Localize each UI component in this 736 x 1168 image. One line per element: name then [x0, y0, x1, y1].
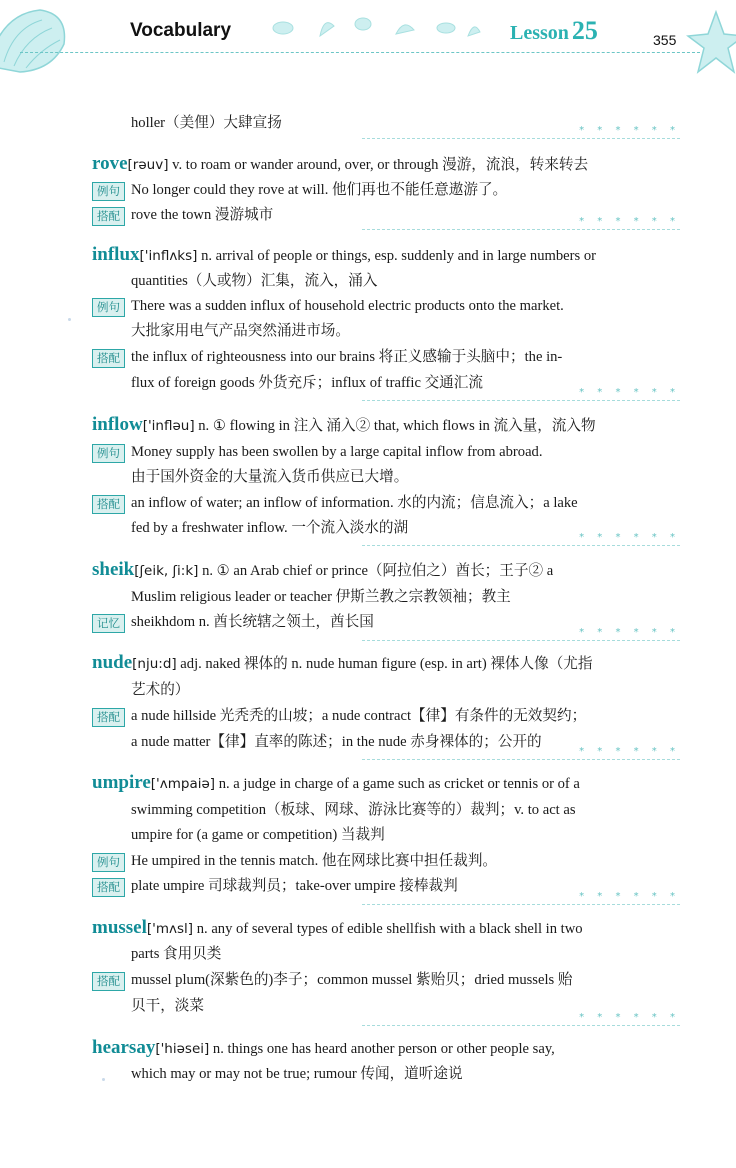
definition-text: n. ① flowing in 注入 涌入② that, which flows in 流入量，流入物 [194, 418, 596, 434]
headword-line [92, 653, 593, 674]
pronunciation: [rəuv] [127, 157, 169, 173]
example-line: There was a sudden influx of household electric products onto the market. [131, 298, 564, 314]
pronunciation: [ʃeik, ʃi:k] [134, 563, 199, 579]
headword-line [92, 154, 588, 175]
separator-stars: * * * * * * [579, 1012, 680, 1023]
shell-row-decoration-icon [268, 12, 483, 42]
collocation-tag: 搭配 [92, 708, 125, 727]
collocation-tag: 搭配 [92, 972, 125, 991]
definition-line: swimming competition（板球、网球、游泳比赛等的）裁判；v. to act as [131, 802, 576, 818]
entry-separator [362, 387, 680, 403]
lesson-heading [510, 16, 598, 46]
definition-line: 艺术的） [131, 682, 190, 698]
collocation-tag: 搭配 [92, 495, 125, 514]
pronunciation: ['hiəsei] [155, 1041, 210, 1057]
headword-line [92, 1038, 555, 1059]
example-tag: 例句 [92, 298, 125, 317]
collocation-line: mussel plum(深紫色的)李子；common mussel 紫贻贝；dried mussels 贻 [131, 972, 573, 988]
headword-line [92, 245, 596, 266]
memory-line: sheikhdom n. 酋长统辖之领土，酋长国 [131, 614, 374, 630]
entry-separator [362, 216, 680, 232]
headword-line [92, 918, 583, 939]
example-line: Money supply has been swollen by a large capital inflow from abroad. [131, 444, 543, 460]
headword: mussel [92, 917, 147, 938]
collocation-tag: 搭配 [92, 349, 125, 368]
entry-separator [362, 891, 680, 907]
section-title: Vocabulary [130, 20, 232, 41]
definition-text: n. arrival of people or things, esp. suddenly and in large numbers or [197, 248, 596, 264]
entry-separator [362, 746, 680, 762]
headword: nude [92, 652, 133, 673]
definition-line: parts 食用贝类 [131, 946, 222, 962]
entry-separator [362, 627, 680, 643]
example-line: He umpired in the tennis match. 他在网球比赛中担任裁判。 [131, 853, 498, 869]
lesson-number: 25 [571, 16, 598, 45]
definition-text: n. a judge in charge of a game such as cricket or tennis or of a [215, 776, 580, 792]
pronunciation: ['inflʌks] [139, 248, 198, 264]
collocation-line: a nude matter【律】直率的陈述；in the nude 赤身裸体的；公开的 [131, 734, 542, 750]
separator-stars: * * * * * * [579, 387, 680, 398]
separator-stars: * * * * * * [579, 746, 680, 757]
headword-line [92, 560, 553, 581]
pronunciation: ['infləu] [142, 418, 195, 434]
entry-separator [362, 532, 680, 548]
entry-separator [362, 125, 680, 141]
collocation-tag: 搭配 [92, 207, 125, 226]
continuation-line: holler（美俚）大肆宣扬 [131, 115, 282, 131]
collocation-line: a nude hillside 光秃秃的山坡；a nude contract【律】有条件的无效契约； [131, 708, 587, 724]
headword: inflow [92, 414, 143, 435]
separator-stars: * * * * * * [579, 125, 680, 136]
example-tag: 例句 [92, 444, 125, 463]
pronunciation: [nju:d] [132, 656, 177, 672]
pronunciation: ['mʌsl] [146, 921, 194, 937]
definition-text: n. ① an Arab chief or prince（阿拉伯之）酋长；王子② a [198, 563, 554, 579]
definition-line: umpire for (a game or competition) 当裁判 [131, 827, 385, 843]
headword: sheik [92, 559, 135, 580]
definition-text: adj. naked 裸体的 n. nude human figure (esp. in art) 裸体人像（尤指 [176, 656, 593, 672]
page-number: 355 [653, 32, 677, 48]
collocation-line: 贝干，淡菜 [131, 998, 204, 1014]
collocation-line: flux of foreign goods 外货充斥；influx of traffic 交通汇流 [131, 375, 483, 391]
seashell-decoration-icon [0, 6, 72, 76]
definition-line: Muslim religious leader or teacher 伊斯兰教之宗教领袖；教主 [131, 589, 511, 605]
entry-separator [362, 1012, 680, 1028]
definition-text: n. any of several types of edible shellfish with a black shell in two [193, 921, 583, 937]
headword: rove [92, 153, 128, 174]
collocation-line: fed by a freshwater inflow. 一个流入淡水的湖 [131, 520, 409, 536]
collocation-line: an inflow of water; an inflow of information. 水的内流；信息流入；a lake [131, 495, 578, 511]
headword: influx [92, 244, 140, 265]
collocation-line: rove the town 漫游城市 [131, 207, 274, 223]
memory-tag: 记忆 [92, 614, 125, 633]
definition-text: n. things one has heard another person or other people say, [209, 1041, 555, 1057]
collocation-line: the influx of righteousness into our brains 将正义感输于头脑中；the in- [131, 349, 563, 365]
separator-stars: * * * * * * [579, 216, 680, 227]
scan-speck [68, 318, 71, 321]
scan-speck [102, 1078, 105, 1081]
separator-stars: * * * * * * [579, 891, 680, 902]
example-tag: 例句 [92, 853, 125, 872]
definition-line: which may or may not be true; rumour 传闻，道听途说 [131, 1066, 463, 1082]
starfish-decoration-icon [686, 8, 736, 78]
example-translation: 大批家用电气产品突然涌进市场。 [131, 323, 350, 339]
headword: hearsay [92, 1037, 156, 1058]
separator-stars: * * * * * * [579, 627, 680, 638]
example-translation: 由于国外资金的大量流入货币供应已大增。 [131, 469, 409, 485]
pronunciation: ['ʌmpaiə] [150, 776, 216, 792]
headword-line [92, 415, 596, 436]
headword-line [92, 773, 580, 794]
headword: umpire [92, 772, 151, 793]
lesson-label: Lesson [510, 22, 569, 44]
definition-text: v. to roam or wander around, over, or through 漫游，流浪，转来转去 [168, 157, 589, 173]
collocation-line: plate umpire 司球裁判员；take-over umpire 接棒裁判 [131, 878, 458, 894]
collocation-tag: 搭配 [92, 878, 125, 897]
example-tag: 例句 [92, 182, 125, 201]
example-line: No longer could they rove at will. 他们再也不能任意遨游了。 [131, 182, 508, 198]
definition-line: quantities（人或物）汇集，流入，涌入 [131, 273, 378, 289]
separator-stars: * * * * * * [579, 532, 680, 543]
header-rule [20, 52, 700, 53]
